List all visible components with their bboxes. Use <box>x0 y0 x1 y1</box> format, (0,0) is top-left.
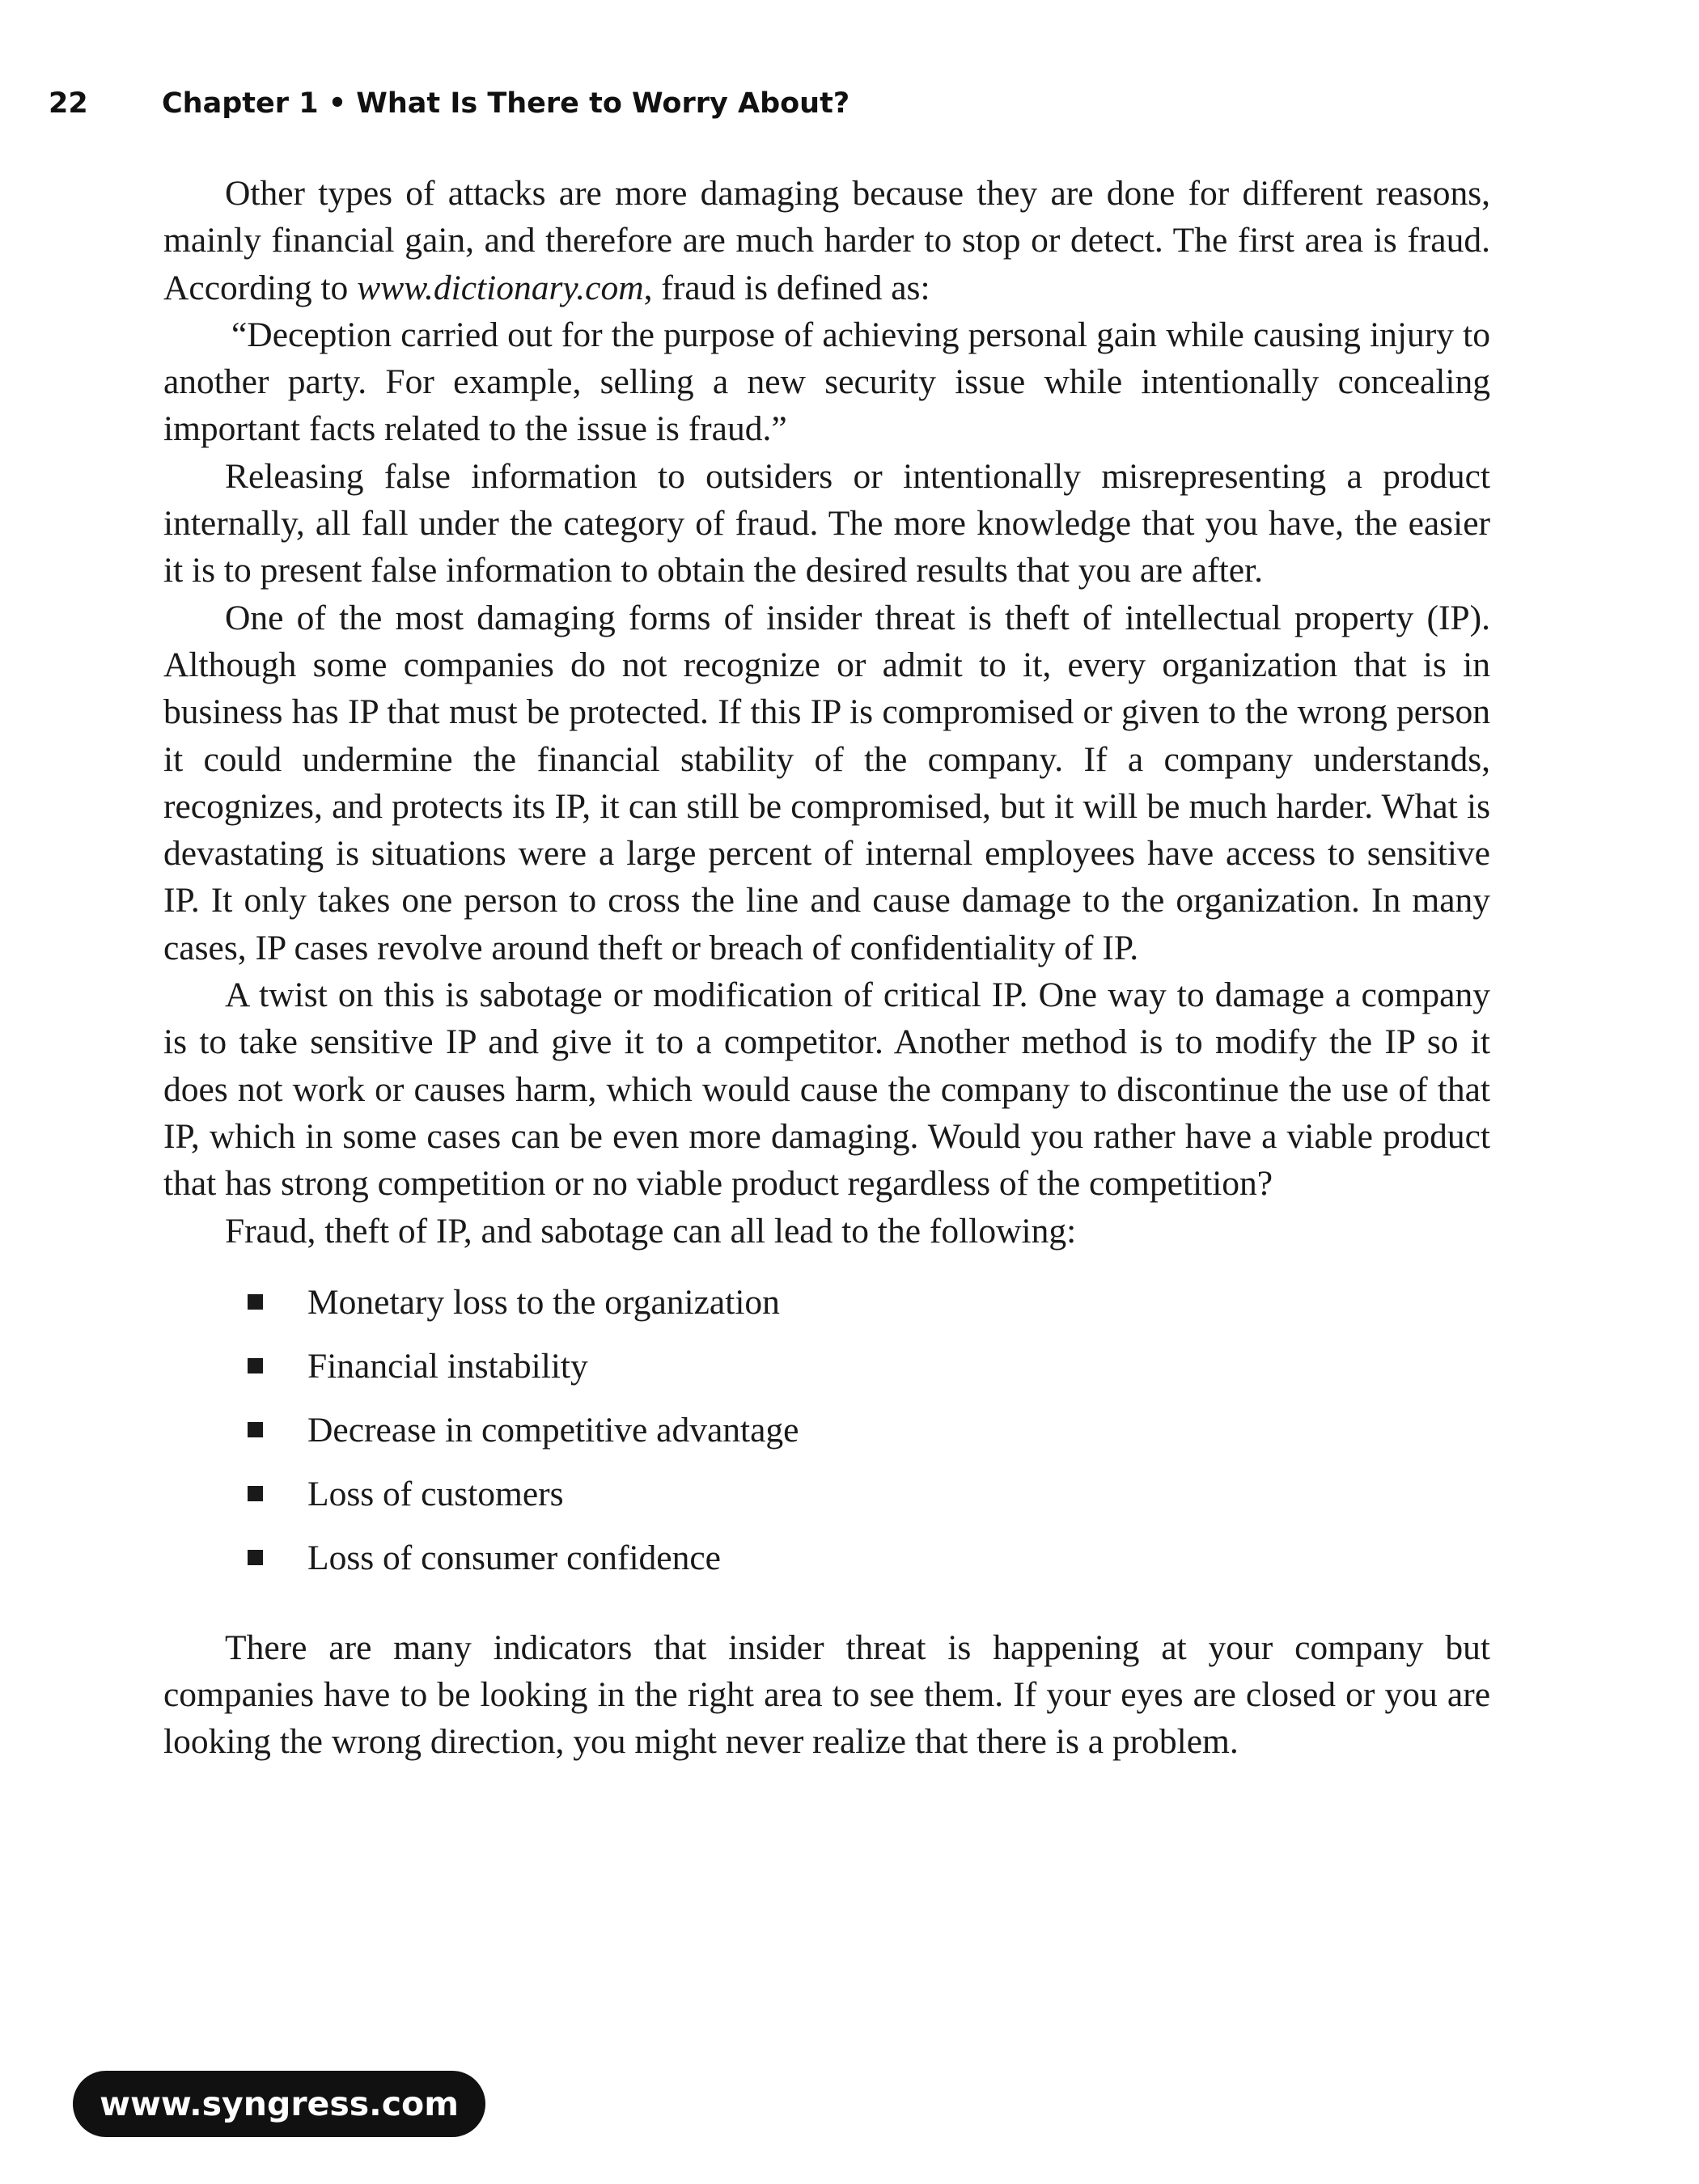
chapter-title: Chapter 1 • What Is There to Worry About? <box>162 87 850 120</box>
list-item <box>163 1471 1490 1534</box>
square-bullet-icon <box>248 1422 263 1437</box>
list-item <box>163 1343 1490 1407</box>
paragraph-fraud-intro-text: Other types of attacks are more damaging because they are done for different reasons, mainly financial gain, and therefore are much harder to stop or detect. The first area is fraud. According to <box>163 174 1490 307</box>
square-bullet-icon <box>248 1486 263 1501</box>
square-bullet-icon <box>248 1294 263 1310</box>
list-item <box>163 1407 1490 1471</box>
list-item-text: Monetary loss to the organization <box>307 1282 780 1322</box>
list-item-text: Decrease in competitive advantage <box>307 1410 799 1450</box>
paragraph-sabotage: A twist on this is sabotage or modification of critical IP. One way to damage a company is to take sensitive IP and give it to a competitor. Another method is to modify the IP so it does not work or causes harm, which would cause the company to discontinue the use of that IP, which in some cases can be even more damaging. Would you rather have a viable product that has strong competition or no viable product regardless of the competition? <box>163 976 1490 1204</box>
page-number: 22 <box>49 87 88 120</box>
square-bullet-icon <box>248 1550 263 1565</box>
list-item <box>163 1534 1490 1598</box>
paragraph-false-information: Releasing false information to outsiders or intentionally misrepresenting a product internally, all fall under the category of fraud. The more knowledge that you have, the easier it is to present false information to obtain the desired results that you are after. <box>163 456 1490 590</box>
dictionary-link: www.dictionary.com <box>357 268 644 307</box>
paragraph-list-intro: Fraud, theft of IP, and sabotage can all lead to the following: <box>225 1211 1077 1251</box>
paragraph-indicators: There are many indicators that insider threat is happening at your company but companies have to be looking in the right area to see them. If your eyes are closed or you are looking the wrong direction, you might never realize that there is a problem. <box>163 1627 1490 1762</box>
paragraph-fraud-intro <box>163 170 1490 311</box>
fraud-definition-quote: “Deception carried out for the purpose of achieving personal gain while causing injury to another party. For example, selling a new security issue while intentionally concealing important facts related to the issue is fraud.” <box>163 315 1490 449</box>
list-item-text: Loss of customers <box>307 1474 564 1513</box>
square-bullet-icon <box>248 1358 263 1373</box>
paragraph-intellectual-property: One of the most damaging forms of insider threat is theft of intellectual property (IP). Although some companies do not recognize or admit to it, every organization that is in business has IP that must be protected. If this IP is compromised or given to the wrong person it could undermine the financial stability of the company. If a company understands, recognizes, and protects its IP, it can still be compromised, but it will be much harder. What is devastating is situations were a large percent of internal employees have access to sensitive IP. It only takes one person to cross the line and cause damage to the organization. In many cases, IP cases revolve around theft or breach of confidentiality of IP. <box>163 598 1490 967</box>
list-item-text: Loss of consumer confidence <box>307 1538 721 1577</box>
body-text <box>163 170 1490 1766</box>
list-item <box>163 1279 1490 1343</box>
list-item-text: Financial instability <box>307 1346 588 1386</box>
paragraph-fraud-intro-end: , fraud is defined as: <box>643 268 930 307</box>
consequence-list <box>163 1279 1490 1598</box>
running-head <box>49 87 850 120</box>
footer-url-badge: www.syngress.com <box>73 2071 485 2137</box>
